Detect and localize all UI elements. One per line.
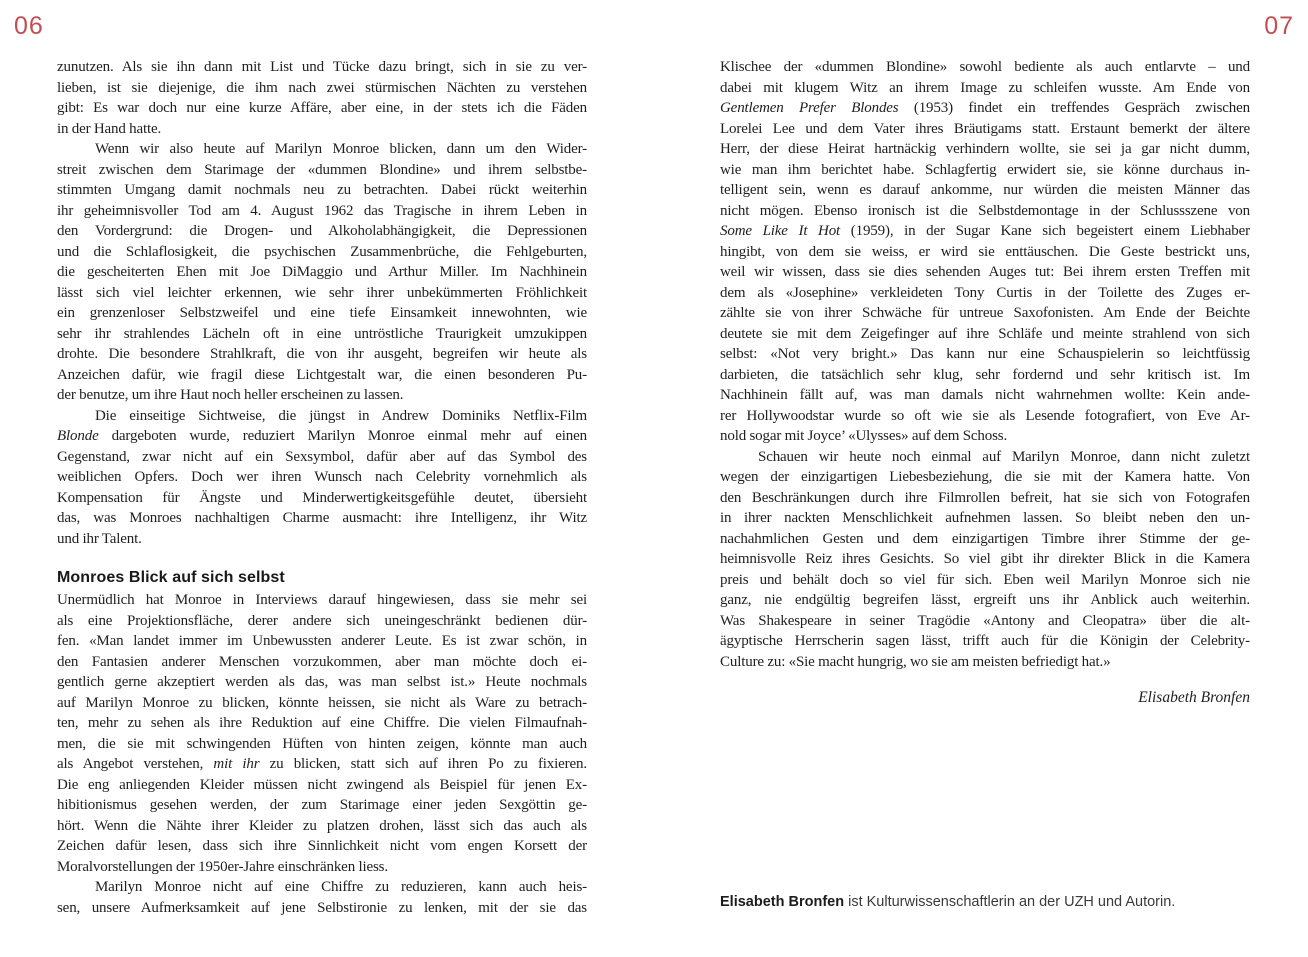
text-line: hibitionismus gesehen werden, der zum Starimage einer jeden Sexgöttin ge- [57, 797, 587, 813]
text-line: ihr geheimnisvoller Tod am 4. August 1962 das Tragische in ihrem Leben in [57, 202, 587, 219]
text-line: wie man ihm berichtet habe. Schlagfertig erwidert sie, sie könne durchaus in- [720, 161, 1250, 178]
text-line: Culture zu: «Sie macht hungrig, wo sie am meisten befriedigt hat.» [720, 653, 1111, 670]
text-line: in der Hand hatte. [57, 120, 162, 137]
text-line: preis und behält doch so viel für sich. Eben weil Marilyn Monroe sich nie [720, 571, 1250, 588]
text-line: lieben, ist sie diejenige, die ihm nach zwei stürmischen Nächten zu verstehen [57, 79, 587, 96]
paragraph [57, 590, 587, 877]
left-page-text-column [57, 57, 587, 918]
text-line: Moralvorstellungen der 1950er-Jahre einschränken liess. [57, 858, 388, 875]
page-number-left: 06 [14, 12, 44, 40]
text-line: als eine Projektionsfläche, derer andere sich uneingeschränkt bedienen dür- [57, 612, 587, 629]
author-bio-text: ist Kulturwissenschaftlerin an der UZH und Autorin. [844, 894, 1176, 910]
text-line: Gentlemen Prefer Blondes (1953) findet ein treffendes Gespräch zwischen [720, 100, 1250, 116]
text-line: darbieten, die tatsächlich sehr klug, sehr fordernd und sehr kritisch ist. Im [720, 366, 1250, 383]
text-line: drohte. Die besondere Strahlkraft, die von ihr ausgeht, begreifen wir heute als [57, 346, 587, 362]
page-number-right: 07 [1264, 12, 1294, 40]
text-line: Die eng anliegenden Kleider müssen nicht zwingend als Beispiel für jenen Ex- [57, 776, 587, 793]
text-line: weiblichen Opfers. Doch wer ihren Wunsch nach Celebrity vornehmlich als [57, 469, 587, 485]
text-line: zählte sie von ihrer Schwäche für untreue Saxofonisten. Am Ende der Beichte [720, 305, 1250, 321]
text-line: und die Schlaflosigkeit, die psychischen Zusammenbrüche, die Fehlgeburten, [57, 243, 587, 260]
text-line: weil wir wissen, dass sie dies sehenden Auges tut: Bei ihrem ersten Treffen mit [720, 264, 1250, 280]
paragraph [57, 57, 587, 139]
text-line: men, die sie mit schwingenden Hüften von hinten zeigen, könnte man auch [57, 735, 587, 752]
text-line: telligent sein, wenn es darauf ankomme, nur würden die meisten Männer das [720, 182, 1250, 198]
right-page-text-column [720, 57, 1250, 709]
text-line: Lorelei Lee und dem Vater ihres Bräutigams statt. Erstaunt bemerkt der ältere [720, 120, 1250, 137]
text-line: Some Like It Hot (1959), in der Sugar Kane sich begeistert einem Liebhaber [720, 223, 1250, 239]
text-line: Zeichen dafür lesen, dass sich ihre Sinnlichkeit nicht vom engen Korsett der [57, 838, 587, 854]
text-line: ägyptische Herrscherin sagen lässt, trifft auch für die Königin der Celebrity- [720, 633, 1250, 649]
author-name: Elisabeth Bronfen [720, 894, 845, 910]
text-line: und ihr Talent. [57, 530, 142, 547]
text-line: gentlich gerne akzeptiert werden als das, was man selbst ist.» Heute nochmals [57, 674, 587, 690]
author-bio-note [720, 893, 1260, 911]
text-line: als Angebot verstehen, mit ihr zu blicken, statt sich auf ihren Po zu fixieren. [57, 756, 587, 772]
text-line: hört. Wenn die Nähte ihrer Kleider zu platzen drohen, lässt sich das auch als [57, 817, 587, 834]
text-line: Kompensation für Ängste und Minderwertigkeitsgefühle deutet, übersieht [57, 489, 587, 506]
paragraph [57, 406, 587, 550]
text-line: Die einseitige Sichtweise, die jüngst in Andrew Dominiks Netflix-Film [95, 407, 587, 424]
author-signature: Elisabeth Bronfen [1138, 689, 1250, 706]
text-line: rer Hollywoodstar wurde so oft wie sie als Lesende fotografiert, von Eve Ar- [720, 407, 1250, 424]
paragraph [57, 139, 587, 406]
text-line: gibt: Es war doch nur eine kurze Affäre, aber eine, in der stets ich die Fäden [57, 100, 587, 116]
text-line: zunutzen. Als sie ihn dann mit List und Tücke dazu bringt, sich in sie zu ver- [57, 59, 587, 75]
text-line: wegen der einzigartigen Liebesbeziehung, die sie mit der Kamera hatte. Von [720, 469, 1250, 485]
text-line: lässt sich viel leichter erkennen, wie sehr ihrer unbekümmerten Fröhlichkeit [57, 284, 587, 301]
text-line: Anzeichen dafür, wie fragil diese Lichtgestalt war, die einen besonderen Pu- [57, 366, 587, 383]
text-line: stimmten Umgang damit nochmals neu zu betrachten. Dabei rückt weiterhin [57, 182, 587, 198]
text-line: ten, mehr zu sehen als ihre Reduktion auf eine Chiffre. Die vielen Filmaufnah- [57, 715, 587, 731]
text-line: Gegenstand, zwar nicht auf ein Sexsymbol, dafür aber auf das Symbol des [57, 448, 587, 465]
text-line: sen, unsere Aufmerksamkeit auf jene Selbstironie zu lenken, mit der sie das [57, 899, 587, 916]
text-line: Was Shakespeare in seiner Tragödie «Antony and Cleopatra» über die alt- [720, 612, 1250, 629]
text-line: Marilyn Monroe nicht auf eine Chiffre zu reduzieren, kann auch heis- [95, 879, 587, 895]
text-line: nold sogar mit Joyce’ «Ulysses» auf dem Schoss. [720, 428, 1008, 444]
text-line: deutete sie mit dem Zeigefinger auf ihre Schläfe und meinte strahlend von sich [720, 325, 1250, 342]
text-line: Klischee der «dummen Blondine» sowohl bediente als auch entlarvte – und [720, 59, 1250, 75]
text-line: fen. «Man landet immer im Unbewussten anderer Leute. Es ist zwar schön, in [57, 633, 587, 649]
text-line: Nachhinein fällt auf, was man damals nicht wahrnehmen wollte: Kein ande- [720, 387, 1250, 403]
text-line: Blonde dargeboten wurde, reduziert Marilyn Monroe einmal mehr auf einen [57, 428, 587, 444]
text-line: Schauen wir heute noch einmal auf Marilyn Monroe, dann nicht zuletzt [758, 448, 1250, 465]
text-line: ganz, nie endgültig begreifen lässt, ergreift uns ihr Anblick auch weiterhin. [720, 592, 1250, 608]
text-line: dabei mit klugem Witz an ihrem Image zu schleifen wusste. Am Ende von [720, 79, 1250, 96]
text-line: dem als «Josephine» verkleideten Tony Curtis in der Toilette des Zuges er- [720, 284, 1250, 301]
text-line: streit zwischen dem Starimage der «dummen Blondine» und ihrem selbstbe- [57, 161, 587, 178]
section-heading: Monroes Blick auf sich selbst [57, 569, 285, 586]
text-line: nachahmlichen Gesten und dem einzigartigen Timbre ihrer Stimme der ge- [720, 530, 1250, 547]
text-line: den Fantasien anderer Menschen vorzukommen, aber man möchte doch ei- [57, 653, 587, 670]
text-line: selbst: «Not very bright.» Das kann nur eine Schauspielerin so leichtfüssig [720, 346, 1250, 362]
text-line: auf Marilyn Monroe zu blicken, könnte heissen, sie nicht als Ware zu betrach- [57, 694, 587, 711]
text-line: ein grenzenloser Selbstzweifel und eine tiefe Einsamkeit innewohnten, wie [57, 305, 587, 321]
paragraph [720, 447, 1250, 673]
text-line: hingibt, von dem sie weiss, er wird sie enttäuschen. Die Geste bestrickt uns, [720, 243, 1250, 260]
text-line: sehr ihr strahlendes Lächeln oft in eine untröstliche Traurigkeit umzukippen [57, 325, 587, 342]
paragraph [720, 57, 1250, 447]
text-line: den Vordergrund: die Drogen- und Alkoholabhängigkeit, die Depressionen [57, 223, 587, 239]
text-line: das, was Monroes nachhaltigen Charme ausmacht: ihre Intelligenz, ihr Witz [57, 510, 587, 526]
text-line: nicht mögen. Ebenso ironisch ist die Selbstdemontage in der Schlussszene von [720, 202, 1250, 219]
text-line: Wenn wir also heute auf Marilyn Monroe blicken, dann um den Wider- [95, 141, 587, 157]
text-line: den Beschränkungen durch ihre Filmrollen befreit, hat sie sich von Fotografen [720, 489, 1250, 506]
text-line: Unermüdlich hat Monroe in Interviews darauf hingewiesen, dass sie mehr sei [57, 592, 587, 608]
text-line: der benutze, um ihre Haut noch heller erscheinen zu lassen. [57, 387, 404, 403]
text-line: in ihrer nackten Menschlichkeit aufnehmen lassen. So bleibt neben den un- [720, 510, 1250, 526]
text-line: heimnisvolle Reiz ihres Gesichts. So viel gibt ihr direkter Blick in die Kamera [720, 551, 1250, 567]
paragraph [57, 877, 587, 918]
text-line: Herr, der diese Heirat hartnäckig verhindern wollte, sie sei ja gar nicht dumm, [720, 141, 1250, 157]
text-line: die gescheiterten Ehen mit Joe DiMaggio und Arthur Miller. Im Nachhinein [57, 264, 587, 280]
